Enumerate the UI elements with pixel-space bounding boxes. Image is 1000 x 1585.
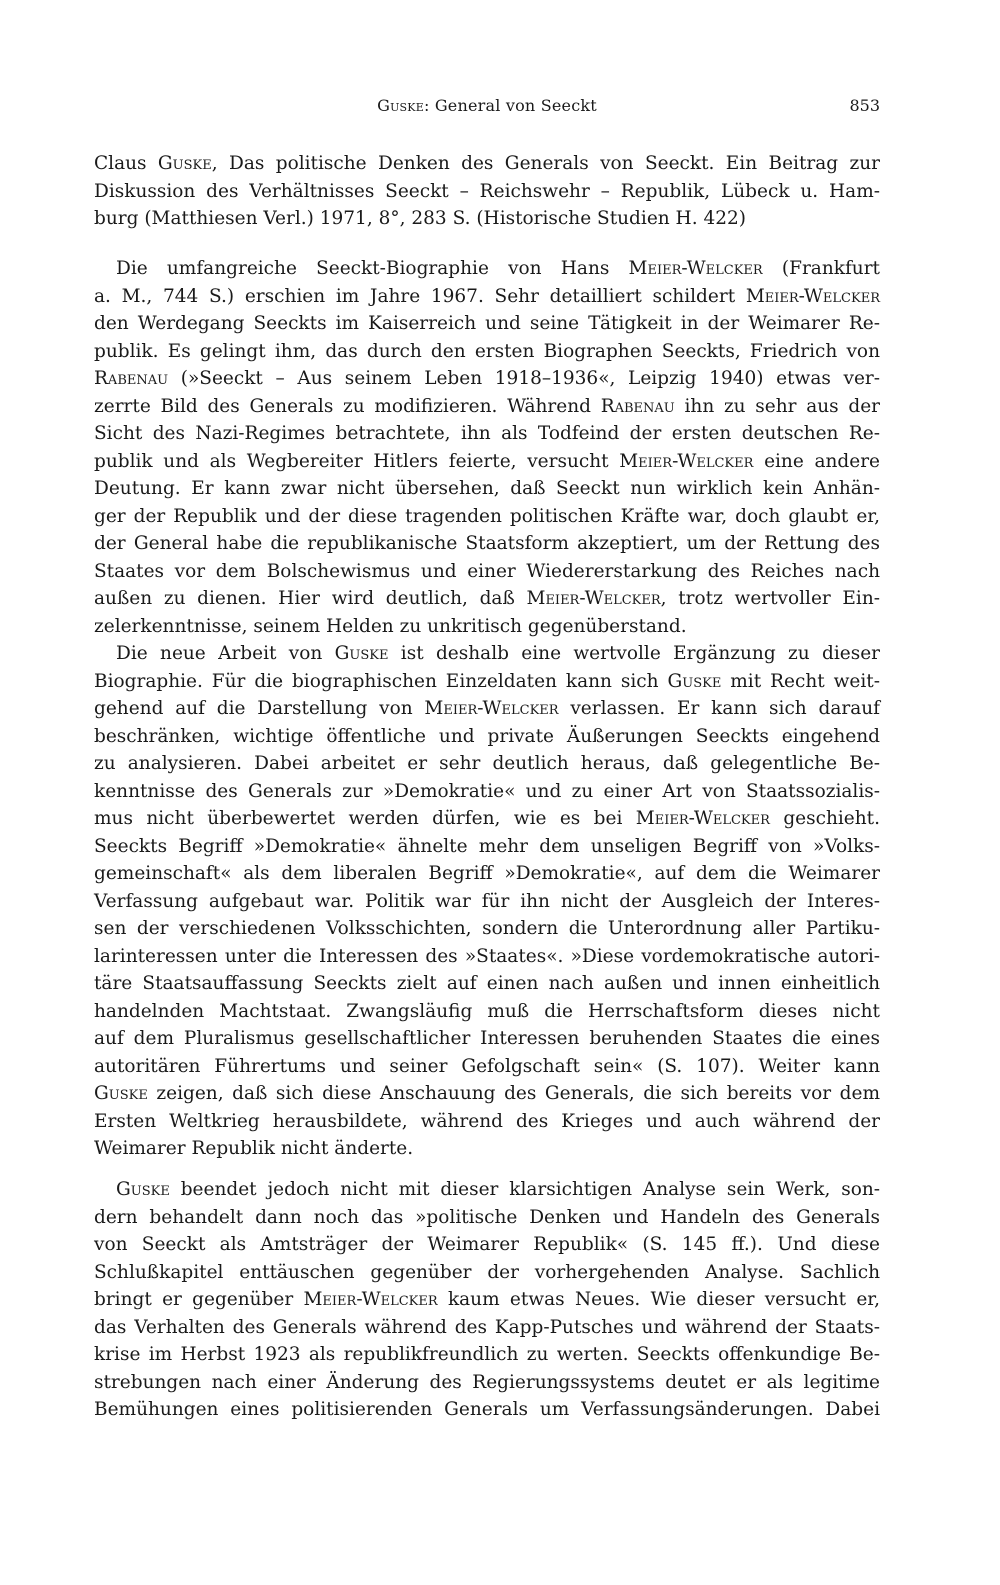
body-line: gemeinschaft« als dem liberalen Begriff »Demokratie«, auf dem die Weimarer <box>94 863 880 884</box>
body-line: auf dem Pluralismus gesellschaftlicher Interessen beruhenden Staates die eines <box>94 1028 880 1049</box>
body-line: täre Staatsauffassung Seeckts zielt auf einen nach außen und innen einheitlich <box>94 973 880 994</box>
body-line: krise im Herbst 1923 als republikfreundlich zu werten. Seeckts offenkundige Be- <box>94 1344 880 1365</box>
body-line: Ersten Weltkrieg herausbildete, während des Krieges und auch während der <box>94 1110 880 1132</box>
body-line: zu analysieren. Dabei arbeitet er sehr deutlich heraus, daß gelegentliche Be- <box>94 753 880 774</box>
body-line: zelerkenntnisse, seinem Helden zu unkritisch gegenüberstand. <box>94 615 687 637</box>
body-line: a. M., 744 S.) erschien im Jahre 1967. Sehr detailliert schildert Meier-Welcker <box>94 285 880 307</box>
body-line: Sicht des Nazi-Regimes betrachtete, ihn als Todfeind der ersten deutschen Re- <box>94 423 880 444</box>
body-line: zerrte Bild des Generals zu modifizieren. Während Rabenau ihn zu sehr aus der <box>94 395 880 417</box>
body-line: von Seeckt als Amtsträger der Weimarer Republik« (S. 145 ff.). Und diese <box>94 1234 880 1255</box>
body-line: das Verhalten des Generals während des Kapp-Putsches und während der Staats- <box>94 1316 880 1338</box>
running-head-title <box>94 96 880 115</box>
body-line: Staates vor dem Bolschewismus und einer Wiedererstarkung des Reiches nach <box>94 560 880 582</box>
body-line: den Werdegang Seeckts im Kaiserreich und seine Tätigkeit in der Weimarer Re- <box>94 313 880 334</box>
body-line: Rabenau (»Seeckt – Aus seinem Leben 1918–1936«, Leipzig 1940) etwas ver- <box>94 368 880 389</box>
body-line: Guske zeigen, daß sich diese Anschauung des Generals, die sich bereits vor dem <box>94 1083 880 1104</box>
body-line: Weimarer Republik nicht änderte. <box>94 1138 414 1159</box>
body-line: außen zu dienen. Hier wird deutlich, daß Meier-Welcker, trotz wertvoller Ein- <box>94 588 881 609</box>
body-line: autoritären Führertums und seiner Gefolgschaft sein« (S. 107). Weiter kann <box>94 1055 880 1077</box>
body-line: Guske beendet jedoch nicht mit dieser klarsichtigen Analyse sein Werk, son- <box>116 1179 880 1200</box>
body-line: Deutung. Er kann zwar nicht übersehen, daß Seeckt nun wirklich kein Anhän- <box>94 478 880 499</box>
citation-line: Diskussion des Verhältnisses Seeckt – Reichswehr – Republik, Lübeck u. Ham- <box>94 180 880 202</box>
page-number: 853 <box>849 96 880 115</box>
body-line: bringt er gegenüber Meier-Welcker kaum etwas Neues. Wie dieser versucht er, <box>94 1289 880 1310</box>
body-line: mus nicht überbewertet werden dürfen, wie es bei Meier-Welcker geschieht. <box>94 808 880 829</box>
running-head <box>94 96 880 120</box>
citation-line: burg (Matthiesen Verl.) 1971, 8°, 283 S. (Historische Studien H. 422) <box>94 208 746 229</box>
body-line: Biographie. Für die biographischen Einzeldaten kann sich Guske mit Recht weit- <box>94 670 880 692</box>
running-head-separator: : <box>423 96 435 115</box>
body-line: sen der verschiedenen Volksschichten, sondern die Unterordnung aller Partiku- <box>94 918 880 939</box>
body-line: Die umfangreiche Seeckt-Biographie von Hans Meier-Welcker (Frankfurt <box>116 258 880 279</box>
body-line: Die neue Arbeit von Guske ist deshalb eine wertvolle Ergänzung zu dieser <box>116 643 880 664</box>
body-line: publik und als Wegbereiter Hitlers feierte, versucht Meier-Welcker eine andere <box>94 450 880 472</box>
body-line: strebungen nach einer Änderung des Regierungssystems deutet er als legitime <box>94 1371 880 1393</box>
running-head-work: General von Seeckt <box>434 96 597 115</box>
body-line: gehend auf die Darstellung von Meier-Welcker verlassen. Er kann sich darauf <box>94 698 881 719</box>
body-line: ger der Republik und der diese tragenden politischen Kräfte war, doch glaubt er, <box>94 505 880 527</box>
body-line: kenntnisse des Generals zur »Demokratie« und zu einer Art von Staatssozialis- <box>94 780 880 802</box>
citation-line: Claus Guske, Das politische Denken des Generals von Seeckt. Ein Beitrag zur <box>94 153 880 174</box>
body-line: larinteressen unter die Interessen des »Staates«. »Diese vordemokratische autori- <box>94 945 880 967</box>
body-line: Verfassung aufgebaut war. Politik war für ihn nicht der Ausgleich der Interes- <box>94 890 880 912</box>
body-line: Seeckts Begriff »Demokratie« ähnelte mehr dem unseligen Begriff von »Volks- <box>94 835 880 857</box>
body-line: Schlußkapitel enttäuschen gegenüber der vorhergehenden Analyse. Sachlich <box>94 1261 880 1283</box>
body-line: dern behandelt dann noch das »politische Denken und Handeln des Generals <box>94 1206 880 1228</box>
body-line: beschränken, wichtige öffentliche und private Äußerungen Seeckts eingehend <box>94 725 880 747</box>
body-line: der General habe die republikanische Staatsform akzeptiert, um der Rettung des <box>94 533 880 554</box>
body-line: handelnden Machtstaat. Zwangsläufig muß die Herrschaftsform dieses nicht <box>94 1000 880 1022</box>
body-line: Bemühungen eines politisierenden Generals um Verfassungsänderungen. Dabei <box>94 1399 880 1420</box>
running-head-author: Guske <box>377 96 424 115</box>
body-line: publik. Es gelingt ihm, das durch den ersten Biographen Seeckts, Friedrich von <box>94 340 880 362</box>
